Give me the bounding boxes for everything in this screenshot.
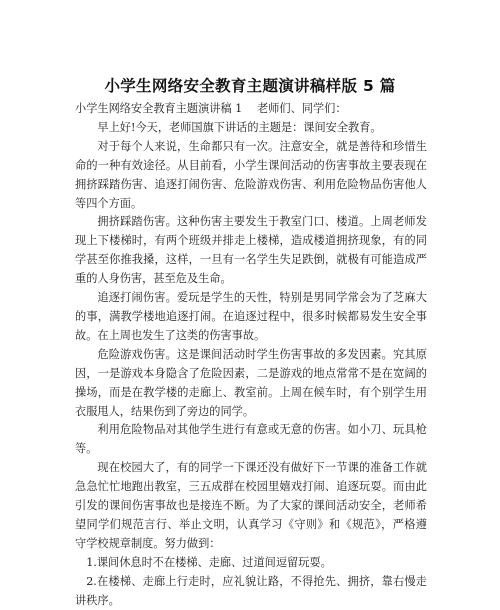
greeting-paragraph: 小学生网络安全教育主题演讲稿 1 老师们、同学们： xyxy=(75,102,347,115)
rule-item-1: 1.课间休息时不在楼梯、走廊、过道间逗留玩耍。 xyxy=(86,555,332,569)
document-title: 小学生网络安全教育主题演讲稿样版 5 篇 xyxy=(104,77,396,95)
dangerous-games-paragraph: 危险游戏伤害。这是课间活动时学生伤害事故的多发因素。究其原因，一是游戏本身隐含了危险因素，二是游戏的地点常常不是在宽阔的操场，而是在教学楼的走廊上、教室前。上周在候车时，有个别学生用衣服甩人，结果伤到了旁边的同学。 xyxy=(75,347,427,418)
dangerous-items-paragraph: 利用危险物品对其他学生进行有意或无意的伤害。如小刀、玩具枪等。 xyxy=(75,423,427,456)
opening-paragraph: 早上好!今天，老师国旗下讲话的主题是：课间安全教育。 xyxy=(97,120,382,134)
chasing-paragraph: 追逐打闹伤害。爱玩是学生的天性，特别是男同学常会为了芝麻大的事，满教学楼地追逐打闹。在追逐过程中，很多时候都易发生安全事故。在上周也发生了这类的伤害事故。 xyxy=(75,291,427,342)
crowding-paragraph: 拥挤踩踏伤害。这种伤害主要发生于教室门口、楼道。上周老师发现上下楼梯时，有两个班级并排走上楼梯，造成楼道拥挤现象，有的同学甚至你推我搡，这样，一旦有一名学生失足跌倒，就极有可能造成严重的人身伤害，甚至危及生命。 xyxy=(75,215,427,286)
rule-item-2: 2.在楼梯、走廊上行走时，应礼貌让路，不得抢先、拥挤，靠右慢走讲秩序。 xyxy=(75,574,427,607)
appeal-paragraph: 现在校园大了，有的同学一下课还没有做好下一节课的准备工作就急急忙忙地跑出教室，三五成群在校园里嬉戏打闹、追逐玩耍。而由此引发的课间伤害事故也是接连不断。为了大家的课间活动安全，老师希望同学们规范言行、举止文明，认真学习《守则》和《规范》，严格遵守学校规章制度。努力做到： xyxy=(75,461,427,550)
intro-paragraph: 对于每个人来说，生命都只有一次。注意安全，就是善待和珍惜生命的一种有效途径。从目前看，小学生课间活动的伤害事故主要表现在拥挤踩踏伤害、追逐打闹伤害、危险游戏伤害、利用危险物品伤害他人等四个方面。 xyxy=(75,139,427,210)
document-body xyxy=(75,100,427,610)
